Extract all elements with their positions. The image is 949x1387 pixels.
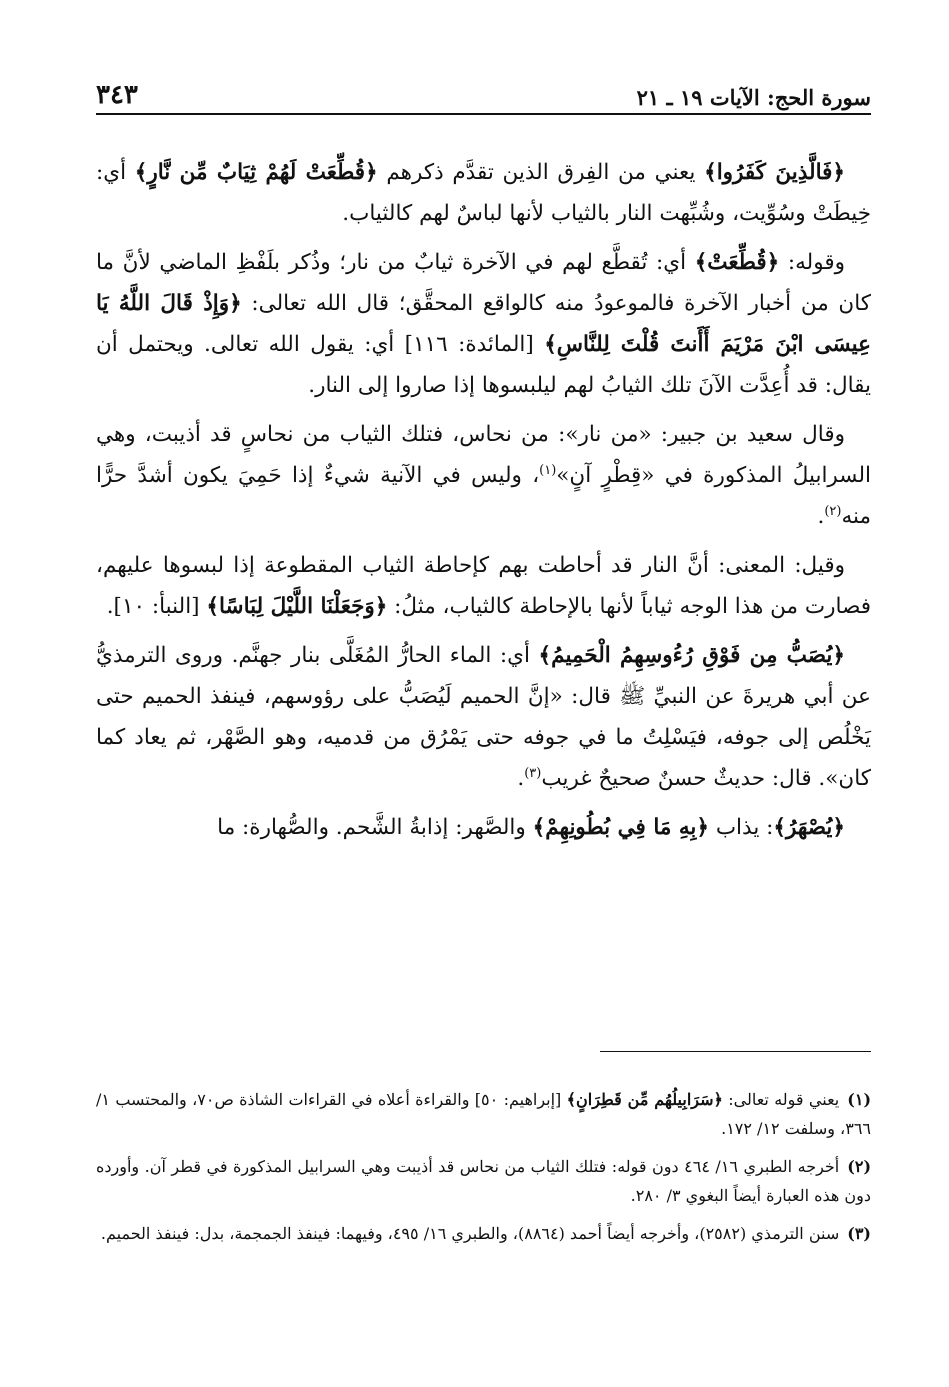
text-run: يعني من الفِرق الذين تقدَّم ذكرهم — [377, 160, 705, 185]
footnote-number: (١) — [847, 1090, 872, 1109]
footnotes — [96, 1085, 871, 1257]
text-run: [إبراهيم: ٥٠] والقراءة أعلاه في القراءات الشاذة ص٧٠، والمحتسب ١/ ٣٦٦، وسلفت ١٢/ ١٧٢. — [96, 1090, 871, 1138]
running-title: سورة الحج: الآيات ١٩ ـ ٢١ — [636, 85, 871, 110]
text-run: أي: تُقطَّع لهم في الآخرة ثيابٌ من نار؛ وذُكر بلَفْظِ الماضي لأنَّ ما كان من أخبار الآخرة فالموعودُ منه كالواقع المحقَّق؛ قال الله تعالى: — [96, 250, 872, 316]
text-run: [المائدة: ١١٦] أي: يقول الله تعالى. ويحتمل أن يقال: قد أُعِدَّت الآنَ تلك الثيابُ لهم ليلبسوها إذا صاروا إلى النار. — [96, 332, 871, 398]
footnote — [96, 1219, 871, 1248]
paragraph — [96, 807, 871, 848]
footnote-number: (٣) — [847, 1224, 871, 1243]
text-run: يعني قوله تعالى: — [722, 1090, 840, 1109]
page-number: ٣٤٣ — [96, 80, 138, 110]
quran-verse: ﴿قُطِّعَتْ لَهُمْ ثِيَابٌ مِّن نَّارٍ﴾ — [134, 160, 378, 185]
footnote-separator — [600, 1051, 871, 1052]
text-run: أي: خِيطَتْ وسُوِّيت، وشُبِّهت النار بالثياب لأنها لباسٌ لهم كالثياب. — [96, 160, 871, 226]
text-run: : يذاب — [708, 815, 774, 840]
text-run: وقال سعيد بن جبير: «من نار»: من نحاس، فتلك الثياب من نحاسٍ قد أذيبت، وهي السرابيلُ المذكورة في «قِطْرٍ آنٍ» — [96, 422, 871, 488]
text-run: أخرجه الطبري ١٦/ ٤٦٤ دون قوله: فتلك الثياب من نحاس قد أذيبت وهي السرابيل المذكورة في قطر آن. وأورده دون هذه العبارة أيضاً البغوي ٣/ ٢٨٠. — [96, 1157, 871, 1205]
footnote-reference: (٣) — [524, 765, 542, 781]
text-run: [النبأ: ١٠]. — [106, 594, 207, 619]
header-rule — [96, 113, 871, 115]
quran-verse: ﴿يُصْهَرُ﴾ — [773, 815, 845, 840]
quran-verse: ﴿يُصَبُّ مِن فَوْقِ رُءُوسِهِمُ الْحَمِيمُ﴾ — [538, 643, 845, 668]
paragraph — [96, 635, 871, 799]
paragraph — [96, 152, 871, 234]
quran-verse: ﴿قُطِّعَتْ﴾ — [694, 250, 780, 275]
text-run: سنن الترمذي (٢٥٨٢)، وأخرجه أيضاً أحمد (٨٨٦٤)، والطبري ١٦/ ٤٩٥، وفيهما: فينفذ الجمجمة، بدل: فينفذ الحميم. — [100, 1224, 840, 1243]
paragraph — [96, 414, 871, 537]
footnote-reference: (١) — [539, 462, 557, 478]
footnote-number: (٢) — [847, 1157, 872, 1176]
page-header — [96, 70, 871, 110]
main-text — [96, 152, 871, 856]
text-run: أي: الماء الحارُّ المُغَلَّى بنار جهنَّم. وروى الترمذيُّ عن أبي هريرةَ عن النبيِّ ﷺ قال: «إنَّ الحميم لَيُصَبُّ على رؤوسهم، فينفذ الحميم حتى يَخْلُص إلى جوفه، فيَسْلِتُ ما في جوفه حتى يَمْرُق من قدميه، وهو الصَّهْر، ثم يعاد كما كان». قال: حديثٌ حسنٌ صحيحٌ غريب — [96, 643, 871, 791]
paragraph — [96, 242, 871, 406]
quran-verse: ﴿وَإِذْ قَالَ اللَّهُ يَا عِيسَى ابْنَ مَرْيَمَ أَأَنتَ قُلْتَ لِلنَّاسِ﴾ — [96, 291, 872, 357]
quran-verse: ﴿فَالَّذِينَ كَفَرُوا﴾ — [704, 160, 845, 185]
text-run: وقوله: — [779, 250, 845, 275]
text-run: . — [517, 766, 525, 791]
footnote-reference: (٢) — [824, 503, 842, 519]
text-run: ، وليس في الآنية شيءٌ إذا حَمِيَ يكون أشدَّ حرًّا منه — [96, 463, 871, 529]
quran-verse: ﴿بِهِ مَا فِي بُطُونِهِمْ﴾ — [532, 815, 709, 840]
quran-verse: ﴿وَجَعَلْنَا اللَّيْلَ لِبَاسًا﴾ — [206, 594, 388, 619]
footnote — [96, 1085, 871, 1143]
text-run: والصَّهر: إذابةُ الشَّحم. والصُّهارة: ما — [217, 815, 533, 840]
text-run: وقيل: المعنى: أنَّ النار قد أحاطت بهم كإحاطة الثياب المقطوعة إذا لبسوها عليهم، فصارت من هذا الوجه ثياباً لأنها بالإحاطة كالثياب، مثلُ: — [96, 553, 871, 619]
paragraph — [96, 545, 871, 627]
footnote — [96, 1152, 871, 1210]
quran-verse: ﴿سَرَابِيلُهُم مِّن قَطِرَانٍ﴾ — [566, 1090, 723, 1109]
text-run: . — [817, 504, 825, 529]
